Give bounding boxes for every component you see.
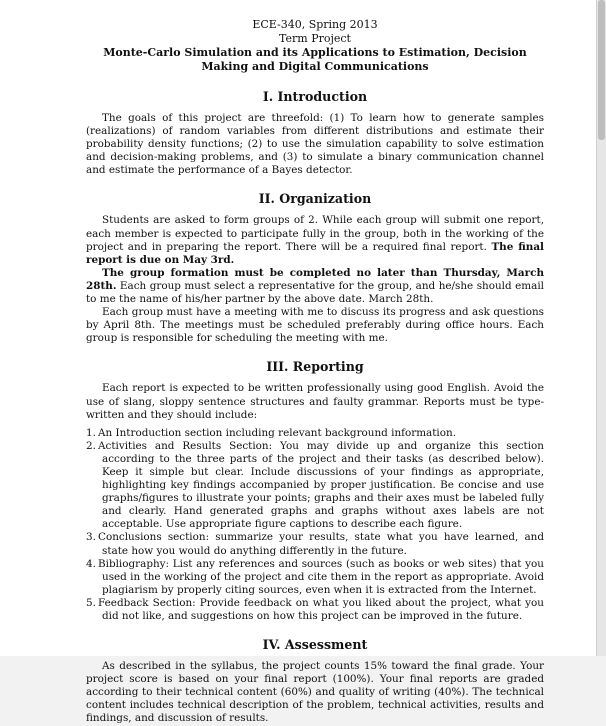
list-item-number: 4. (86, 557, 96, 570)
organization-p2-text: Each group must select a representative for the group, and he/she should email to me the name of his/her partner by the above date. March 28th. (86, 279, 544, 306)
organization-p1-text: Students are asked to form groups of 2. While each group will submit one report, each member is expected to participate fully in the group, both in the working of the project and in preparing the report. There will be a required final report. (86, 214, 544, 253)
final-report-deadline: The final report is due on May 3rd. (86, 240, 544, 266)
document-content (86, 18, 544, 726)
organization-paragraph-1 (86, 214, 544, 266)
list-item-number: 1. (86, 426, 96, 439)
heading-assessment: IV. Assessment (262, 637, 368, 653)
list-item (86, 596, 544, 623)
document-title: Monte-Carlo Simulation and its Applications to Estimation, Decision Making and Digital Communications (103, 46, 527, 73)
heading-reporting: III. Reporting (266, 359, 364, 375)
list-item-text: Conclusions section: summarize your results, state what you have learned, and state how you would do anything differently in the future. (98, 531, 544, 557)
report-requirements-list (86, 427, 544, 623)
project-kind: Term Project (279, 32, 351, 45)
course-line: ECE-340, Spring 2013 (252, 18, 378, 31)
organization-paragraph-3: Each group must have a meeting with me to discuss its progress and ask questions by April 8th. The meetings must be scheduled preferably during office hours. Each group is responsible for scheduling the meeting with me. (86, 306, 544, 345)
assessment-paragraph: As described in the syllabus, the project counts 15% toward the final grade. Your project score is based on your final report (100%). Your final reports are graded according to their technical content (60%) and quality of writing (40%). The technical content includes technical description of the problem, technical activities, results and findings, and discussion of results. (86, 660, 544, 725)
list-item-text: Feedback Section: Provide feedback on what you liked about the project, what you did not like, and suggestions on how this project can be improved in the future. (98, 596, 544, 622)
list-item (86, 531, 544, 557)
list-item-number: 5. (86, 596, 96, 609)
list-item-text: Bibliography: List any references and sources (such as books or web sites) that you used in the working of the project and cite them in the report as appropriate. Avoid plagiarism by properly citing sources, even when it is extracted from the Internet. (98, 557, 544, 596)
scrollbar-thumb[interactable] (598, 0, 605, 140)
organization-paragraph-2 (86, 267, 544, 306)
list-item-number: 3. (86, 531, 96, 544)
introduction-paragraph: The goals of this project are threefold: (1) To learn how to generate samples (realizations) of random variables from different distributions and estimate their probability density functions; (2) to use the simulation capability to solve estimation and decision-making problems, and (3) to simulate a binary communication channel and estimate the performance of a Bayes detector. (86, 112, 544, 177)
group-formation-deadline: The group formation must be completed no later than Thursday, March 28th. (86, 266, 544, 292)
reporting-intro: Each report is expected to be written professionally using good English. Avoid the use of slang, sloppy sentence structures and faulty grammar. Reports must be type-written and they should include: (86, 382, 544, 421)
heading-introduction: I. Introduction (262, 89, 368, 104)
list-item-text: Activities and Results Section: You may divide up and organize this section according to the three parts of the project and their tasks (as described below). Keep it simple but clear. Include discussions of your findings as appropriate, highlighting key findings accompanied by proper justification. Be concise and use graphs/figures to illustrate your points; graphs and their axes must be labeled fully and clearly. Hand generated graphs and graphs without axes labels are not acceptable. Use appropriate figure captions to describe each figure. (98, 439, 544, 531)
list-item (86, 439, 544, 532)
list-item-number: 2. (86, 439, 96, 452)
list-item (86, 426, 544, 440)
list-item-text: An Introduction section including relevant background information. (98, 426, 457, 439)
list-item (86, 557, 544, 597)
heading-organization: II. Organization (258, 191, 372, 207)
vertical-scrollbar[interactable] (596, 0, 606, 656)
